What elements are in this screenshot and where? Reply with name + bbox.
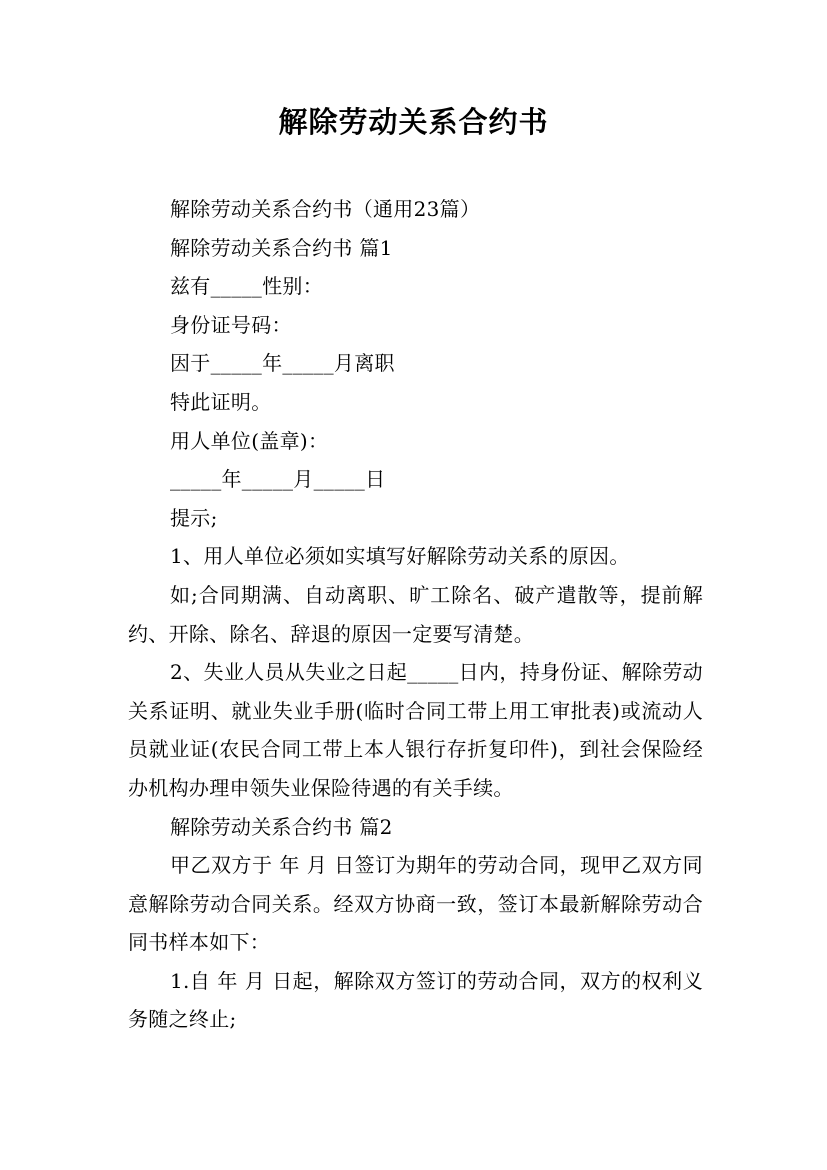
paragraph-id-number: 身份证号码： (170, 312, 292, 337)
paragraph-sign-date: _____年_____月_____日 (170, 467, 386, 492)
paragraph-leave-date: 因于_____年_____月离职 (170, 351, 395, 376)
paragraph-tip-1-detail: 如;合同期满、自动离职、旷工除名、破产遣散等，提前解约、开除、除名、辞退的原因一定要写清楚。 (128, 582, 703, 646)
document-title: 解除劳动关系合约书 (278, 105, 549, 139)
paragraph-agreement-intro: 甲乙双方于 年 月 日签订为期年的劳动合同，现甲乙双方同意解除劳动合同关系。经双方协商一致，签订本最新解除劳动合同书样本如下： (128, 853, 703, 955)
paragraph-tip-1: 1、用人单位必须如实填写好解除劳动关系的原因。 (170, 544, 630, 569)
paragraph-certify: 特此证明。 (170, 389, 272, 414)
paragraph-employer-seal: 用人单位(盖章)： (170, 428, 329, 453)
paragraph-clause-1: 1.自 年 月 日起，解除双方签订的劳动合同，双方的权利义务随之终止; (128, 968, 703, 1032)
section-heading-1: 解除劳动关系合约书 篇1 (170, 235, 393, 260)
paragraph-name-gender: 兹有_____性别： (170, 274, 323, 299)
section-heading-2: 解除劳动关系合约书 篇2 (170, 814, 393, 839)
paragraph-tip-2: 2、失业人员从失业之日起_____日内，持身份证、解除劳动关系证明、就业失业手册(临时合同工带上用工审批表)或流动人员就业证(农民合同工带上本人银行存折复印件)，到社会保险经办机构办理申领失业保险待遇的有关手续。 (128, 660, 703, 800)
document-body (128, 190, 703, 1039)
paragraph-subtitle: 解除劳动关系合约书（通用23篇） (170, 197, 481, 221)
paragraph-tips-heading: 提示; (170, 505, 218, 530)
